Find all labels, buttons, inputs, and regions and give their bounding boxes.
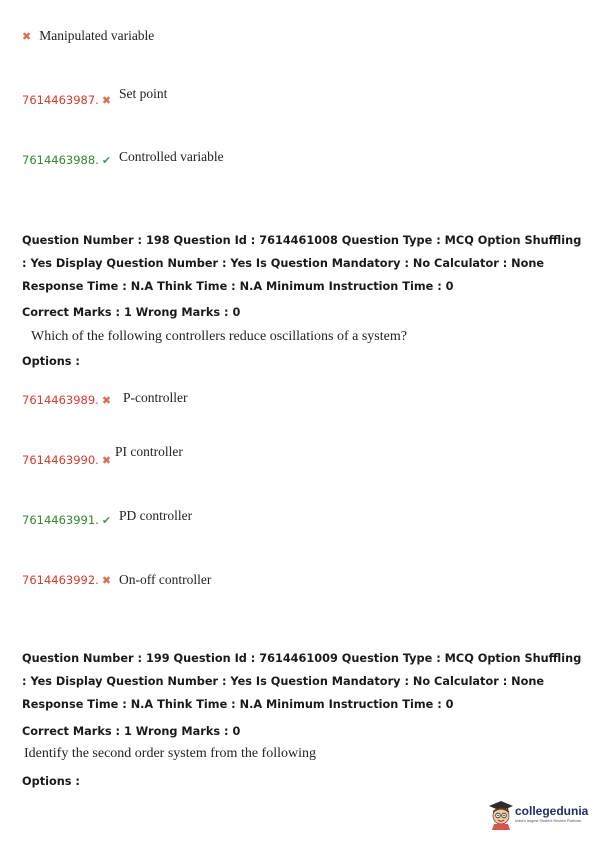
question-199-marks: Correct Marks : 1 Wrong Marks : 0 — [22, 725, 241, 738]
cross-icon: ✖ — [22, 30, 32, 43]
mascot-icon — [488, 800, 514, 830]
q198-option-2 — [22, 444, 183, 469]
option-id: 7614463987. — [22, 93, 99, 107]
cross-icon: ✖ — [101, 394, 112, 407]
option-id: 7614463988. — [22, 153, 99, 167]
question-199-options-label: Options : — [22, 775, 80, 788]
logo-tagline: India's largest Student Review Platform — [515, 819, 582, 823]
collegedunia-logo — [488, 800, 590, 830]
check-icon: ✔ — [101, 154, 112, 167]
logo-name: collegedunia — [515, 804, 589, 818]
question-198-options-label: Options : — [22, 355, 80, 368]
question-198-marks: Correct Marks : 1 Wrong Marks : 0 — [22, 306, 241, 319]
question-198-meta: Question Number : 198 Question Id : 7614461008 Question Type : MCQ Option Shuffling : Yes Display Question Number : Yes Is Question Mandatory : No Calculator : None Response Time : N.A Think Time : N.A Minimum Instruction Time : 0 — [22, 234, 582, 293]
option-text: Manipulated variable — [39, 28, 155, 43]
option-text: PI controller — [115, 444, 183, 459]
check-icon: ✔ — [101, 514, 112, 527]
option-text: P-controller — [123, 390, 188, 405]
option-text: On-off controller — [119, 572, 212, 587]
option-text: PD controller — [119, 508, 193, 523]
cross-icon: ✖ — [101, 94, 112, 107]
question-198-text: Which of the following controllers reduce oscillations of a system? — [31, 329, 407, 344]
prev-option-2 — [22, 86, 168, 109]
option-id: 7614463991. — [22, 513, 99, 527]
option-id: 7614463992. — [22, 573, 99, 587]
question-199-text: Identify the second order system from the following — [24, 746, 316, 761]
q198-option-3 — [22, 508, 193, 529]
cross-icon: ✖ — [101, 574, 112, 587]
question-199-meta: Question Number : 199 Question Id : 7614461009 Question Type : MCQ Option Shuffling : Yes Display Question Number : Yes Is Question Mandatory : No Calculator : None Response Time : N.A Think Time : N.A Minimum Instruction Time : 0 — [22, 652, 582, 711]
prev-option-3 — [22, 151, 224, 169]
option-id: 7614463989. — [22, 393, 99, 407]
cross-icon: ✖ — [101, 454, 112, 467]
option-text: Controlled variable — [119, 149, 224, 164]
prev-option-1 — [22, 27, 154, 45]
option-text: Set point — [119, 86, 168, 101]
q198-option-1 — [22, 391, 188, 409]
q198-option-4 — [22, 571, 211, 589]
option-id: 7614463990. — [22, 453, 99, 467]
